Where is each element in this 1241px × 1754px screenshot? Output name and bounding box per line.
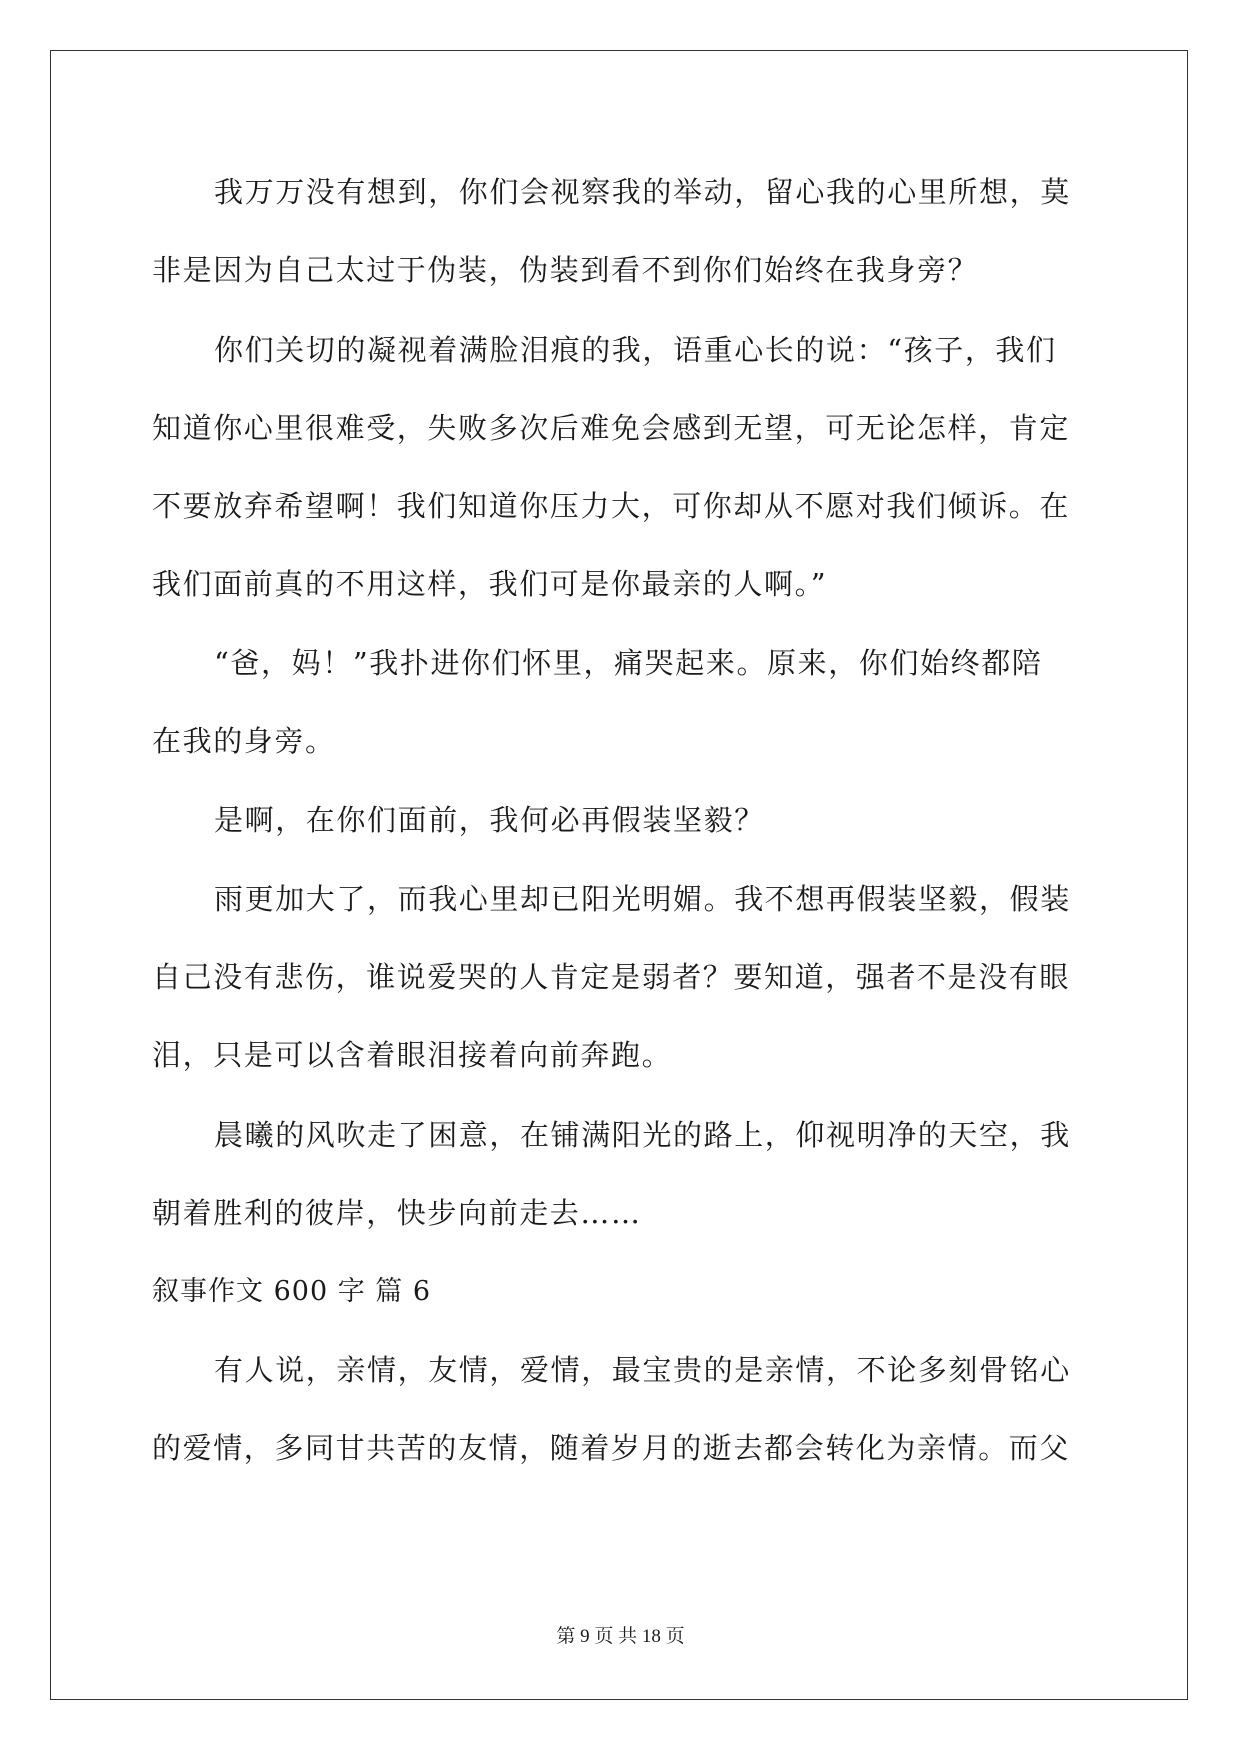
paragraph-line: 自己没有悲伤，谁说爱哭的人肯定是弱者？要知道，强者不是没有眼 — [152, 960, 1071, 994]
paragraph-line: 知道你心里很难受，失败多次后难免会感到无望，可无论怎样，肯定 — [152, 411, 1071, 445]
paragraph-line: 是啊，在你们面前，我何必再假装坚毅？ — [214, 803, 765, 837]
paragraph-line: 朝着胜利的彼岸，快步向前走去…… — [152, 1196, 642, 1230]
paragraph-line: 我们面前真的不用这样，我们可是你最亲的人啊。” — [152, 567, 828, 601]
section-heading: 叙事作文 600 字 篇 6 — [152, 1276, 432, 1307]
paragraph-line: 晨曦的风吹走了困意，在铺满阳光的路上，仰视明净的天空，我 — [214, 1118, 1071, 1152]
paragraph-line: 的爱情，多同甘共苦的友情，随着岁月的逝去都会转化为亲情。而父 — [152, 1431, 1071, 1465]
paragraph-line: 在我的身旁。 — [152, 724, 336, 758]
paragraph-line: 非是因为自己太过于伪装，伪装到看不到你们始终在我身旁？ — [152, 253, 979, 287]
paragraph-line: 你们关切的凝视着满脸泪痕的我，语重心长的说：“孩子，我们 — [214, 333, 1057, 367]
paragraph-line: 有人说，亲情，友情，爱情，最宝贵的是亲情，不论多刻骨铭心 — [214, 1353, 1071, 1387]
page-number: 第 9 页 共 18 页 — [556, 1626, 685, 1647]
paragraph-line: “爸，妈！”我扑进你们怀里，痛哭起来。原来，你们始终都陪 — [214, 646, 1043, 680]
paragraph-line: 雨更加大了，而我心里却已阳光明媚。我不想再假装坚毅，假装 — [214, 882, 1071, 916]
paragraph-line: 我万万没有想到，你们会视察我的举动，留心我的心里所想，莫 — [214, 175, 1071, 209]
paragraph-line: 泪，只是可以含着眼泪接着向前奔跑。 — [152, 1038, 673, 1072]
paragraph-line: 不要放弃希望啊！我们知道你压力大，可你却从不愿对我们倾诉。在 — [152, 489, 1071, 523]
